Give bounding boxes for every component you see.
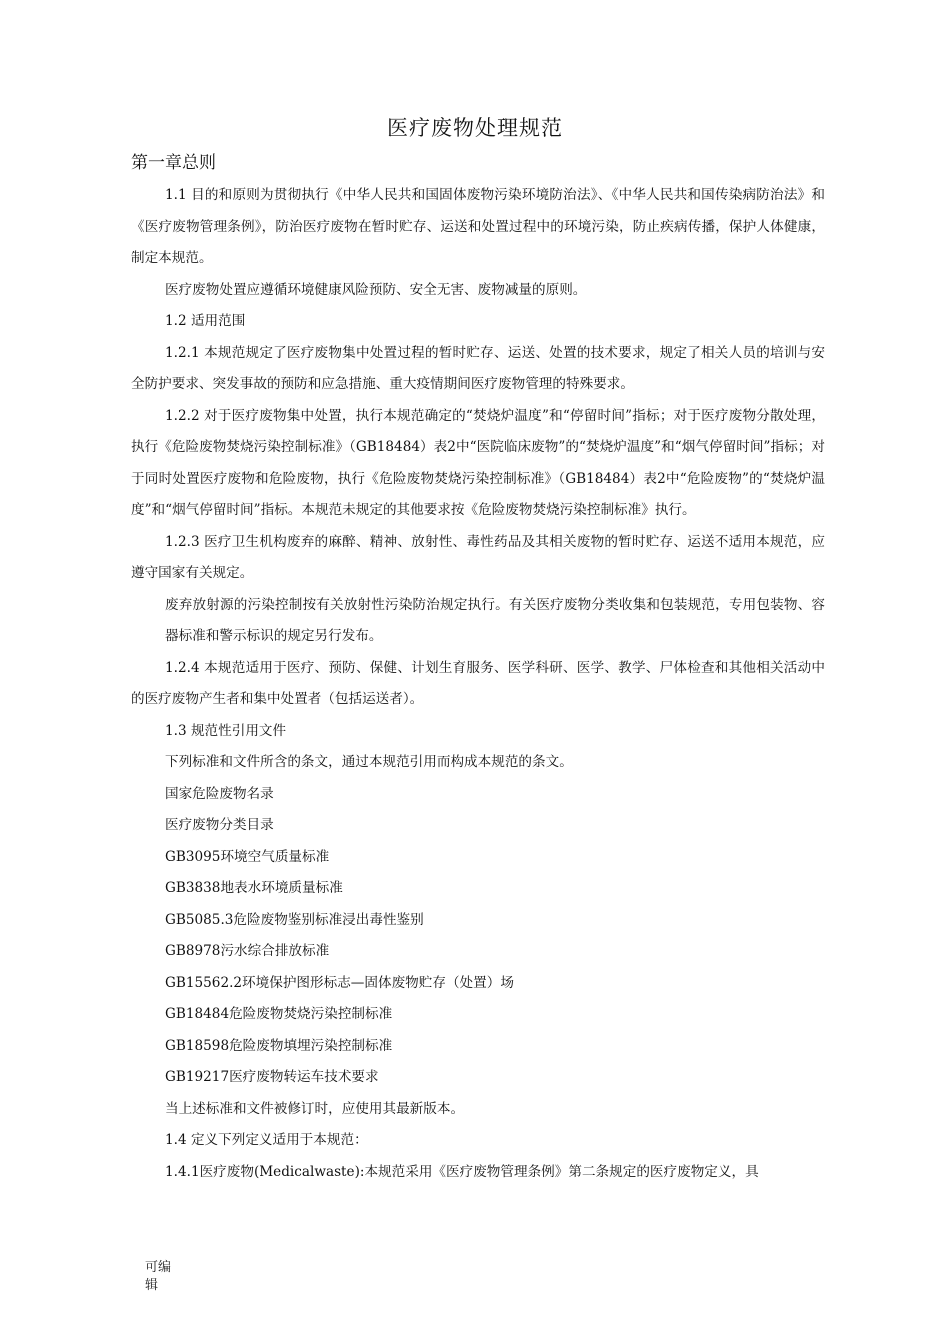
document-body: [131, 180, 825, 1188]
document-title: 医疗废物处理规范: [387, 116, 563, 140]
section-heading: 1.2 适用范围: [165, 313, 246, 329]
reference-item: GB8978污水综合排放标准: [165, 943, 330, 959]
footer-line: 辑: [145, 1278, 159, 1293]
section-heading: 1.3 规范性引用文件: [165, 722, 287, 739]
paragraph: 当上述标准和文件被修订时，应使用其最新版本。: [165, 1100, 465, 1117]
paragraph: 下列标准和文件所含的条文，通过本规范引用而构成本规范的条文。: [165, 754, 573, 770]
chapter-heading: 第一章总则: [131, 153, 216, 173]
reference-item: GB3095环境空气质量标准: [165, 848, 330, 865]
reference-item: 医疗废物分类目录: [165, 817, 274, 833]
paragraph: 1.4.1医疗废物(Medicalwaste):本规范采用《医疗废物管理条例》第二条规定的医疗废物定义，具: [165, 1163, 759, 1180]
paragraph: 1.2.3 医疗卫生机构废弃的麻醉、精神、放射性、毒性药品及其相关废物的暂时贮存、运送不适用本规范，应遵守国家有关规定。: [131, 533, 825, 581]
section-heading: 1.4 定义下列定义适用于本规范：: [165, 1132, 368, 1148]
reference-item: 国家危险废物名录: [165, 785, 274, 802]
page-footer: [145, 1259, 185, 1295]
reference-item: GB19217医疗废物转运车技术要求: [165, 1069, 379, 1085]
reference-item: GB15562.2环境保护图形标志—固体废物贮存（处置）场: [165, 974, 514, 991]
paragraph: 1.2.2 对于医疗废物集中处置，执行本规范确定的“焚烧炉温度”和“停留时间”指标；对于医疗废物分散处理，执行《危险废物焚烧污染控制标准》（GB18484）表2中“医院临床废物”的“焚烧炉温度”和“烟气停留时间”指标；对于同时处置医疗废物和危险废物，执行《危险废物焚烧污染控制标准》（GB18484）表2中“危险废物”的“焚烧炉温度”和“烟气停留时间”指标。本规范未规定的其他要求按《危险废物焚烧污染控制标准》执行。: [131, 407, 825, 518]
paragraph: 医疗废物处置应遵循环境健康风险预防、安全无害、废物减量的原则。: [165, 281, 587, 298]
paragraph: 1.2.4 本规范适用于医疗、预防、保健、计划生育服务、医学科研、医学、教学、尸体检查和其他相关活动中的医疗废物产生者和集中处置者（包括运送者）。: [131, 659, 825, 707]
reference-item: GB3838地表水环境质量标准: [165, 880, 343, 896]
reference-item: GB18598危险废物填埋污染控制标准: [165, 1037, 393, 1054]
paragraph: 废弃放射源的污染控制按有关放射性污染防治规定执行。有关医疗废物分类收集和包装规范，专用包装物、容器标准和警示标识的规定另行发布。: [165, 596, 825, 644]
paragraph: 1.2.1 本规范规定了医疗废物集中处置过程的暂时贮存、运送、处置的技术要求，规定了相关人员的培训与安全防护要求、突发事故的预防和应急措施、重大疫情期间医疗废物管理的特殊要求。: [131, 344, 825, 392]
paragraph: 1.1 目的和原则为贯彻执行《中华人民共和国固体废物污染环境防治法》、《中华人民共和国传染病防治法》和《医疗废物管理条例》，防治医疗废物在暂时贮存、运送和处置过程中的环境污染，防止疾病传播，保护人体健康，制定本规范。: [131, 187, 825, 266]
footer-line: 可编: [145, 1260, 172, 1275]
reference-item: GB18484危险废物焚烧污染控制标准: [165, 1006, 393, 1022]
reference-item: GB5085.3危险废物鉴别标准浸出毒性鉴别: [165, 911, 424, 928]
